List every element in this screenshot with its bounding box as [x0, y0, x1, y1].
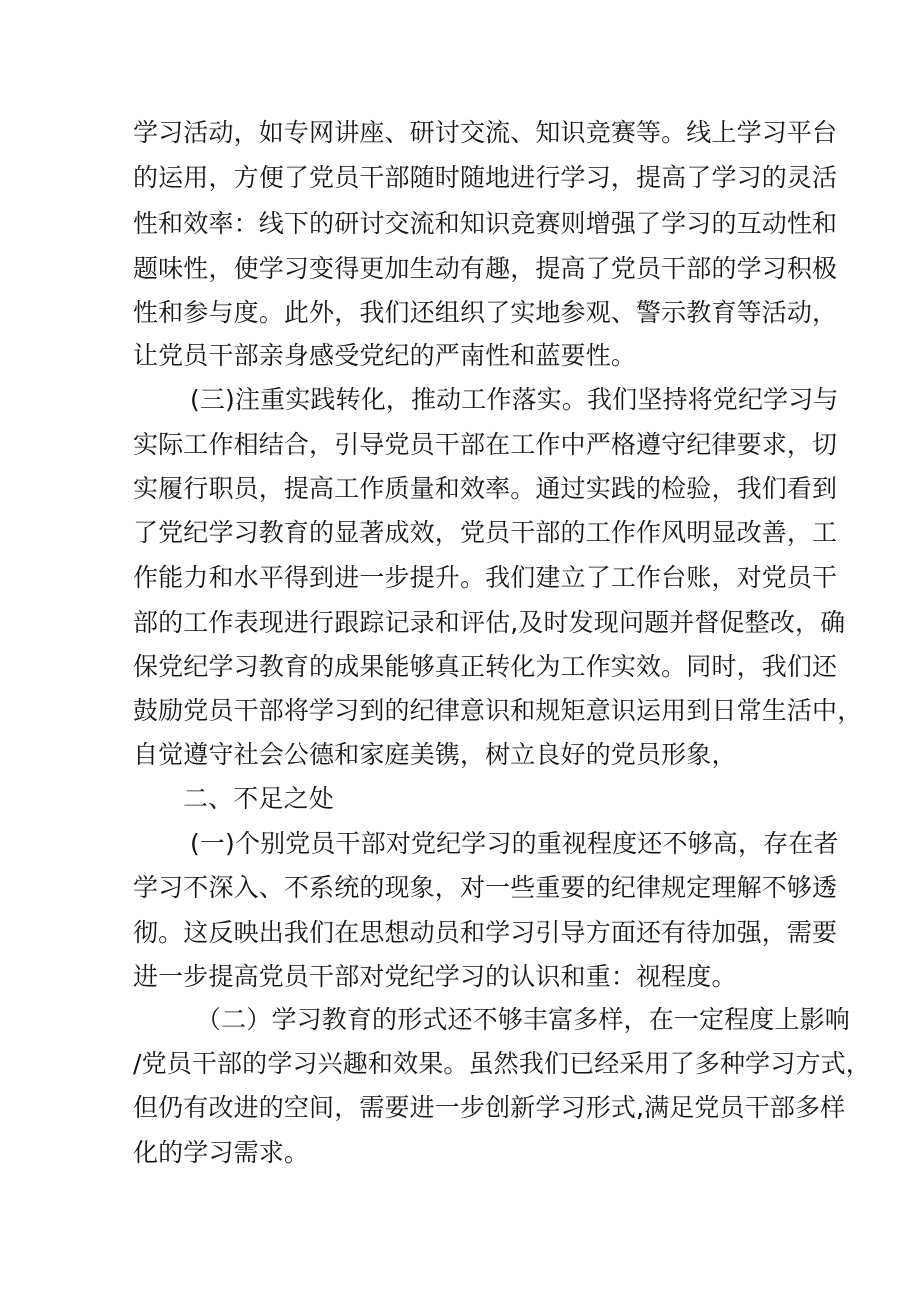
text-line-24: 化的学习需求。 — [133, 1138, 310, 1167]
text-line-6: 让党员干部亲身感受党纪的严南性和蓝要性。 — [133, 341, 637, 370]
text-line-23: 但仍有改进的空间，需要进一步创新学习形式,满足党员干部多样 — [133, 1093, 846, 1122]
text-line-10: 了党纪学习教育的显著成效，党员干部的工作作风明显改善，工 — [133, 518, 838, 547]
text-line-21: （二）学习教育的形式还不够丰富多样，在一定程度上影响 — [196, 1005, 850, 1034]
text-line-5: 性和参与度。此外，我们还组织了实地参观、警示教育等活动， — [133, 298, 838, 327]
text-line-3: 性和效率：线下的研讨交流和知识竞赛则增强了学习的互动性和 — [133, 209, 838, 238]
text-line-20: 进一步提高党员干部对党纪学习的认识和重：视程度。 — [133, 962, 737, 991]
text-line-1: 学习活动，如专网讲座、研讨交流、知识竞赛等。线上学习平台 — [133, 118, 838, 147]
section-heading-shortcomings: 二、不足之处 — [183, 784, 334, 813]
text-line-9: 实履行职员，提高工作质量和效率。通过实践的检验，我们看到 — [133, 474, 838, 503]
text-line-15: 自觉遵守社会公德和家庭美镌，树立良好的党员形象， — [133, 740, 737, 769]
text-line-4: 题味性，使学习变得更加生动有趣，提高了党员干部的学习积极 — [133, 254, 838, 283]
section-three-heading-line: (三)注重实践转化，推动工作落实。我们坚持将党纪学习与 — [190, 385, 839, 414]
text-line-18: 学习不深入、不系统的现象，对一些重要的纪律规定理解不够透 — [133, 873, 838, 902]
text-line-11: 作能力和水平得到进一步提升。我们建立了工作台账，对党员干 — [133, 563, 838, 592]
text-line-12: 部的工作表现进行跟踪记录和评估,及时发现问题并督促整改，确 — [133, 608, 846, 637]
text-line-2: 的运用，方便了党员干部随时随地进行学习，提高了学习的灵活 — [133, 163, 838, 192]
text-line-14: 鼓励党员干部将学习到的纪律意识和规矩意识运用到日常生活中， — [133, 696, 863, 725]
text-line-17: (一)个别党员干部对党纪学习的重视程度还不够高，存在者 — [190, 829, 839, 858]
text-line-13: 保党纪学习教育的成果能够真正转化为工作实效。同时，我们还 — [133, 652, 838, 681]
text-line-8: 实际工作相结合，引导党员干部在工作中严格遵守纪律要求，切 — [133, 430, 838, 459]
text-line-22: /党员干部的学习兴趣和效果。虽然我们已经采用了多种学习方式， — [133, 1049, 871, 1078]
text-line-19: 彻。这反映出我们在思想动员和学习引导方面还有待加强，需要 — [133, 918, 838, 947]
